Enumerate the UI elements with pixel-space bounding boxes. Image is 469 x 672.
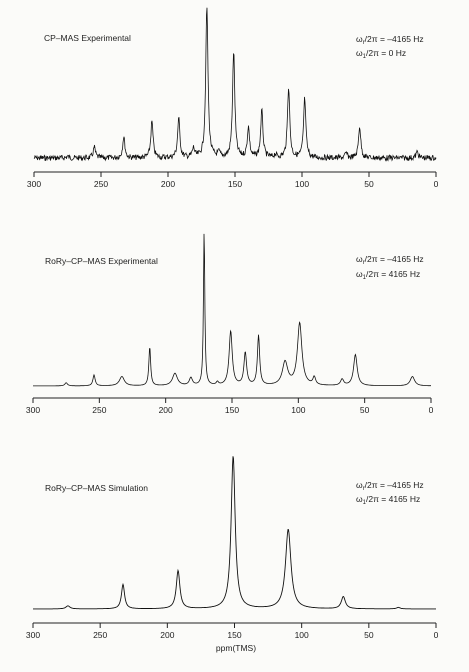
x-tick-label: 250	[92, 405, 107, 415]
x-tick-label: 300	[25, 630, 41, 640]
x-tick-label: 0	[428, 405, 434, 415]
x-tick-label: 200	[160, 630, 175, 640]
param-line-2: $\omega_1/2\pi = 4165$ Hz	[356, 494, 421, 506]
panel-cp-mas-experimental	[27, 8, 439, 189]
param-line-1: $\omega_r/2\pi = -4165$ Hz	[356, 34, 424, 46]
x-tick-label: 300	[25, 405, 41, 415]
param-line-1: $\omega_r/2\pi = -4165$ Hz	[356, 254, 424, 266]
x-tick-label: 250	[93, 630, 108, 640]
x-tick-label: 50	[364, 179, 374, 189]
x-tick-label: 200	[160, 179, 176, 189]
x-tick-label: 300	[26, 179, 42, 189]
x-tick-label: 100	[291, 405, 306, 415]
panel-title: RoRy–CP–MAS Simulation	[45, 483, 148, 493]
param-line-2: $\omega_1/2\pi = 0$ Hz	[356, 48, 407, 60]
x-tick-label: 150	[227, 630, 242, 640]
x-tick-label: 200	[158, 405, 173, 415]
panel-rory-cp-mas-experimental	[26, 234, 434, 415]
panel-rory-cp-mas-simulation	[26, 456, 439, 653]
x-tick-label: 0	[433, 630, 439, 640]
x-tick-label: 250	[93, 179, 109, 189]
x-tick-label: 150	[227, 179, 243, 189]
x-tick-label: 50	[364, 630, 374, 640]
x-tick-label: 150	[224, 405, 240, 415]
x-axis-ticks	[26, 623, 439, 640]
x-axis-ticks	[27, 172, 439, 189]
param-line-1: $\omega_r/2\pi = -4165$ Hz	[356, 480, 424, 492]
param-line-2: $\omega_1/2\pi = 4165$ Hz	[356, 269, 421, 281]
x-axis-label: ppm(TMS)	[215, 643, 257, 653]
panel-title: CP–MAS Experimental	[44, 33, 131, 43]
x-tick-label: 0	[433, 179, 439, 189]
x-tick-label: 50	[359, 405, 370, 415]
spectrum-trace	[34, 8, 436, 161]
x-tick-label: 100	[294, 630, 309, 640]
x-tick-label: 100	[294, 179, 310, 189]
panel-title: RoRy–CP–MAS Experimental	[45, 256, 158, 266]
x-axis-ticks	[26, 398, 434, 415]
